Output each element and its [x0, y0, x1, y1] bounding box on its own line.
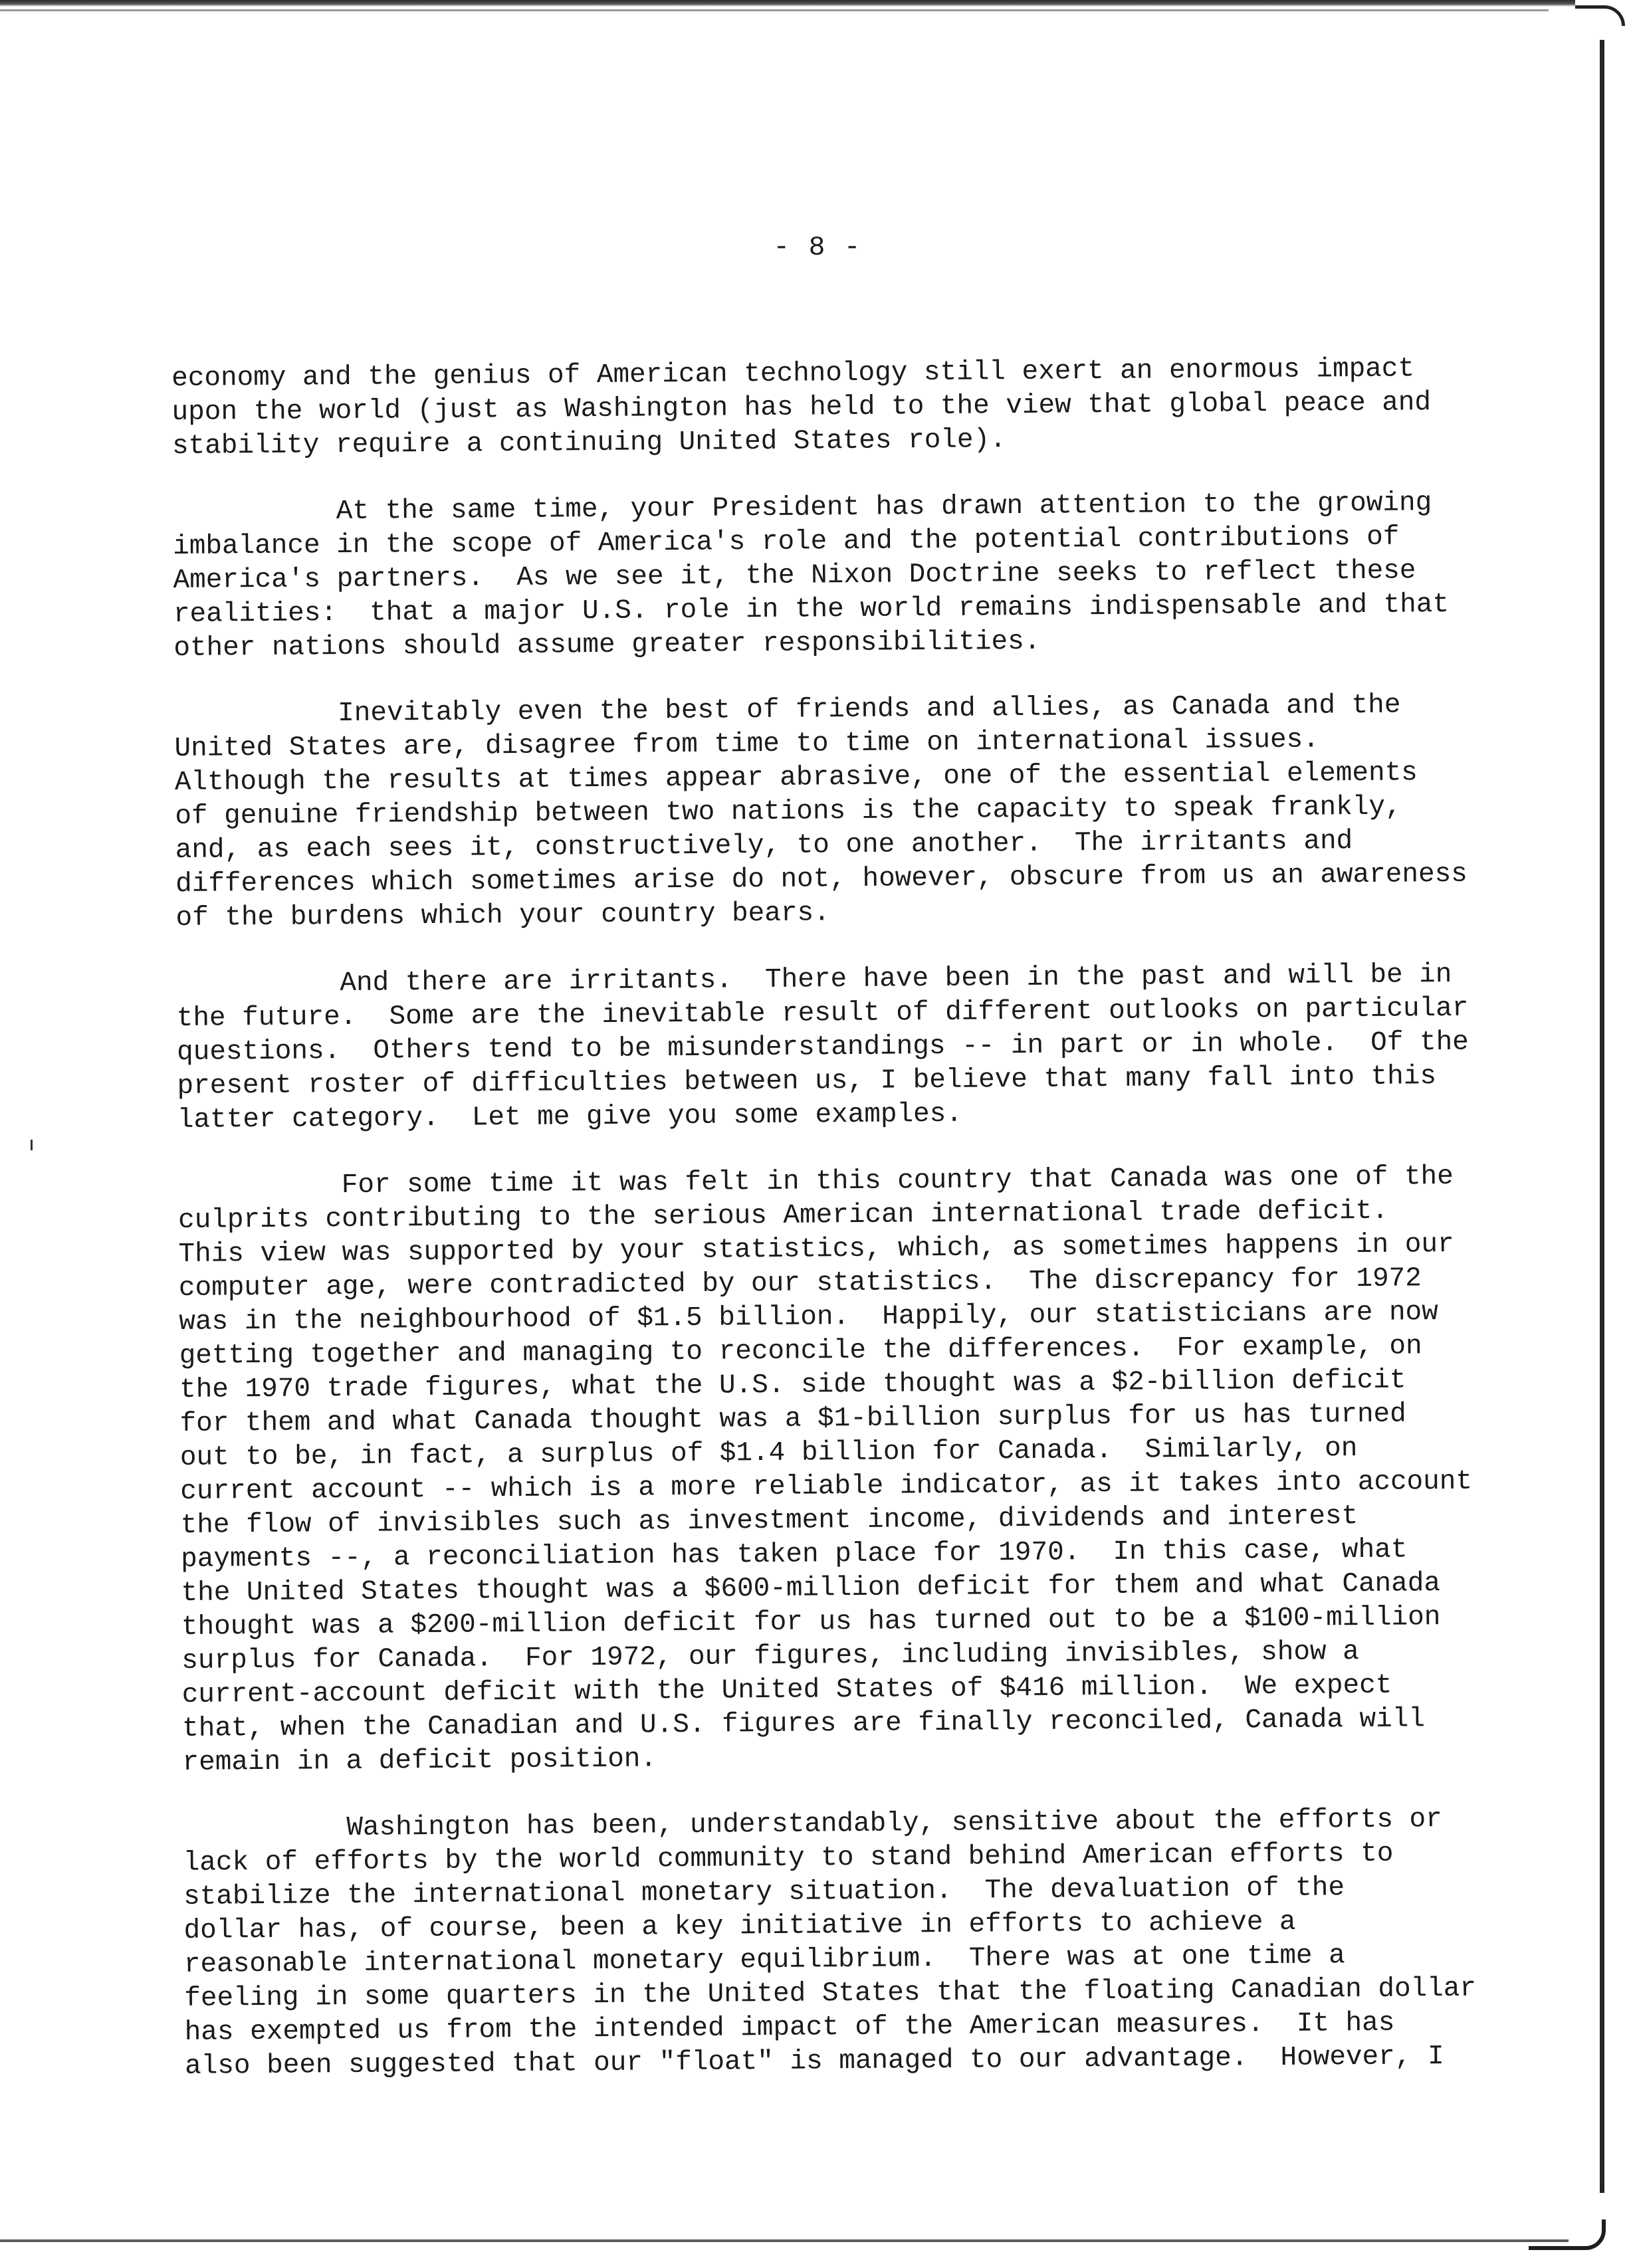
text-line: also been suggested that our "float" is managed to our advantage. However, I [184, 2041, 1444, 2082]
margin-mark [31, 1140, 33, 1150]
paragraph [183, 1802, 1587, 2084]
text-line: the flow of invisibles such as investment income, dividends and interest [180, 1501, 1359, 1541]
text-line: And there are irritants. There have been in the past and will be in [176, 959, 1452, 1000]
text-line: the United States thought was a $600-million deficit for them and what Canada [181, 1568, 1441, 1609]
text-line: For some time it was felt in this country that Canada was one of the [177, 1161, 1454, 1202]
text-line: present roster of difficulties between us, I believe that many fall into this [177, 1061, 1437, 1102]
text-line: has exempted us from the intended impact of the American measures. It has [184, 2008, 1395, 2048]
text-line: and, as each sees it, constructively, to one another. The irritants and [175, 826, 1353, 866]
text-line: upon the world (just as Washington has held to the view that global peace and [171, 387, 1432, 428]
text-line: reasonable international monetary equilibrium. There was at one time a [183, 1940, 1345, 1980]
text-line: feeling in some quarters in the United States that the floating Canadian dollar [184, 1973, 1477, 2014]
text-line: stabilize the international monetary situation. The devaluation of the [183, 1873, 1345, 1912]
text-line: other nations should assume greater responsibilities. [173, 626, 1041, 664]
paragraph [171, 351, 1575, 464]
text-line: culprits contributing to the serious American international trade deficit. [177, 1195, 1388, 1236]
text-line: economy and the genius of American technology still exert an enormous impact [171, 354, 1415, 394]
scan-edge-top [0, 0, 1575, 7]
text-line: latter category. Let me give you some examples. [177, 1098, 963, 1136]
scan-edge-bottom [0, 2239, 1569, 2242]
text-line: of the burdens which your country bears. [175, 898, 830, 934]
text-line: out to be, in fact, a surplus of $1.4 billion for Canada. Similarly, on [179, 1433, 1358, 1473]
text-line: computer age, were contradicted by our statistics. The discrepancy for 1972 [178, 1263, 1422, 1304]
text-line: United States are, disagree from time to time on international issues. [174, 724, 1319, 764]
text-line: surplus for Canada. For 1972, our figures, including invisibles, show a [181, 1637, 1359, 1677]
text-line: remain in a deficit position. [182, 1744, 657, 1778]
text-line: payments --, a reconciliation has taken place for 1970. In this case, what [180, 1534, 1408, 1575]
text-line: This view was supported by your statistics, which, as sometimes happens in our [178, 1229, 1454, 1270]
text-line: questions. Others tend to be misunderstandings -- in part or in whole. Of the [176, 1027, 1469, 1068]
text-line: Inevitably even the best of friends and allies, as Canada and the [173, 690, 1401, 730]
text-line: America's partners. As we see it, the Nixon Doctrine seeks to reflect these [173, 556, 1416, 596]
scan-edge-corner-top-right [1575, 5, 1625, 26]
text-line: dollar has, of course, been a key initiative in efforts to achieve a [183, 1907, 1296, 1946]
scan-edge-right [1600, 40, 1604, 2193]
text-line: thought was a $200-million deficit for us has turned out to be a $100-million [181, 1602, 1441, 1643]
text-line: differences which sometimes arise do not, however, obscure from us an awareness [175, 859, 1468, 900]
text-line: Although the results at times appear abrasive, one of the essential elements [174, 758, 1418, 798]
text-line: that, when the Canadian and U.S. figures are finally reconciled, Canada will [181, 1704, 1426, 1744]
text-line: the 1970 trade figures, what the U.S. side thought was a $2-billion deficit [179, 1365, 1406, 1405]
text-line: lack of efforts by the world community to stand behind American efforts to [183, 1838, 1394, 1879]
text-line: of genuine friendship between two nations is the capacity to speak frankly, [175, 791, 1402, 832]
scan-edge-top-inner [0, 9, 1549, 11]
paragraph [176, 957, 1580, 1138]
paragraph [174, 687, 1578, 936]
paragraph [173, 485, 1577, 666]
paragraph [178, 1159, 1585, 1780]
text-line: Washington has been, understandably, sensitive about the efforts or [183, 1804, 1442, 1845]
text-line: imbalance in the scope of America's role and the potential contributions of [173, 522, 1400, 562]
scan-edge-corner-bottom-right [1529, 2219, 1606, 2250]
text-line: for them and what Canada thought was a $1-billion surplus for us has turned [179, 1399, 1406, 1439]
page-number: - 8 - [773, 233, 862, 263]
text-line: At the same time, your President has drawn attention to the growing [172, 488, 1432, 528]
text-line: current-account deficit with the United States of $416 million. We expect [181, 1670, 1392, 1710]
text-line: was in the neighbourhood of $1.5 billion. Happily, our statisticians are now [179, 1297, 1438, 1338]
text-line: stability require a continuing United States role). [171, 425, 1006, 462]
text-line: current account -- which is a more reliable indicator, as it takes into account [180, 1466, 1473, 1507]
document-body [171, 351, 1588, 2116]
text-line: the future. Some are the inevitable result of different outlooks on particular [176, 993, 1469, 1034]
text-line: realities: that a major U.S. role in the world remains indispensable and that [173, 589, 1450, 630]
text-line: getting together and managing to reconcile the differences. For example, on [179, 1331, 1422, 1372]
